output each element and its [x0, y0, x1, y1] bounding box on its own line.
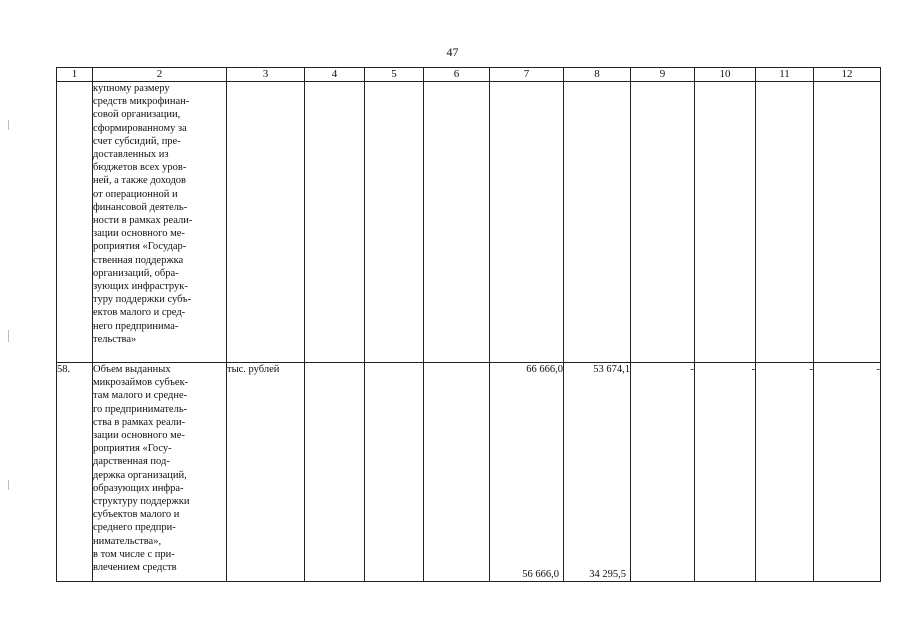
value-cell-10	[695, 82, 756, 363]
value-cell-8	[564, 363, 631, 582]
indicator-name-cell	[93, 82, 227, 363]
indicator-name-line: го предприниматель-	[93, 403, 188, 415]
indicator-name-cell	[93, 363, 227, 582]
indicator-name-line: ности в рамках реали-	[93, 215, 193, 227]
row-number-cell: 58.	[57, 363, 93, 582]
column-header: 8	[564, 68, 631, 82]
column-header: 1	[57, 68, 93, 82]
column-header: 2	[93, 68, 227, 82]
indicator-name-line: дарственная под-	[93, 456, 170, 468]
indicator-name-line: ектов малого и сред-	[93, 307, 186, 319]
scan-edge-mark	[8, 120, 9, 130]
indicator-name-line: субъектов малого и	[93, 509, 180, 521]
indicator-name-line: от операционной и	[93, 188, 178, 200]
indicator-name-line: средств микрофинан-	[93, 96, 190, 108]
value-cell-11: -	[756, 363, 814, 582]
value-cell-7	[490, 82, 564, 363]
column-header: 9	[631, 68, 695, 82]
table-row	[57, 82, 881, 363]
value-cell-9	[631, 82, 695, 363]
value-cell-8	[564, 82, 631, 363]
indicator-name-line: ней, а также доходов	[93, 175, 186, 187]
value-total: 66 666,0	[526, 364, 563, 375]
indicator-name-line: роприятия «Госу-	[93, 443, 172, 455]
indicator-name-line: влечением средств	[93, 562, 177, 574]
indicator-name-line: финансовой деятель-	[93, 201, 188, 213]
column-header: 4	[305, 68, 365, 82]
indicator-name-line: нимательства»,	[93, 535, 162, 547]
value-cell-4	[305, 82, 365, 363]
indicator-name-line: него предпринима-	[93, 320, 179, 332]
value-attracted: 56 666,0	[522, 568, 559, 580]
indicator-name-line: в том числе с при-	[93, 548, 175, 560]
value-cell-12: -	[814, 363, 881, 582]
page-number: 47	[446, 45, 459, 59]
indicator-name-line: структуру поддержки	[93, 496, 190, 508]
scan-edge-mark	[8, 480, 9, 490]
indicator-name-line: бюджетов всех уров-	[93, 162, 187, 174]
indicator-name-line: сформированному за	[93, 122, 187, 134]
unit-cell: тыс. рублей	[227, 363, 305, 582]
table-row	[57, 363, 881, 582]
value-cell-9: -	[631, 363, 695, 582]
indicator-name-line: микрозаймов субъек-	[93, 377, 189, 389]
indicator-name-line: роприятия «Государ-	[93, 241, 187, 253]
row-number-cell	[57, 82, 93, 363]
column-header: 7	[490, 68, 564, 82]
indicator-name-line: Объем выданных	[93, 364, 171, 375]
indicator-name-line: держка организаций,	[93, 469, 187, 481]
value-cell-4	[305, 363, 365, 582]
indicator-name-line: тельства»	[93, 333, 137, 345]
column-header: 5	[365, 68, 424, 82]
unit-cell	[227, 82, 305, 363]
value-cell-10: -	[695, 363, 756, 582]
column-header: 10	[695, 68, 756, 82]
indicator-name-line: зации основного ме-	[93, 430, 185, 442]
indicator-name-line: купному размеру	[93, 83, 170, 94]
value-cell-5	[365, 82, 424, 363]
indicator-name-line: среднего предпри-	[93, 522, 176, 534]
indicator-name-line: совой организации,	[93, 109, 181, 121]
indicator-name-line: образующих инфра-	[93, 482, 184, 494]
column-header: 6	[424, 68, 490, 82]
column-header: 11	[756, 68, 814, 82]
value-attracted: 34 295,5	[589, 568, 626, 580]
column-number-row	[57, 68, 881, 82]
scan-edge-mark	[8, 330, 9, 342]
value-cell-11	[756, 82, 814, 363]
indicator-name-line: там малого и средне-	[93, 390, 188, 402]
indicator-name-line: счет субсидий, пре-	[93, 135, 181, 147]
value-cell-12	[814, 82, 881, 363]
indicator-name-line: туру поддержки субъ-	[93, 294, 192, 306]
indicator-name-line: зующих инфраструк-	[93, 281, 188, 293]
value-cell-6	[424, 363, 490, 582]
value-total: 53 674,1	[593, 364, 630, 375]
value-cell-6	[424, 82, 490, 363]
indicators-table	[56, 67, 881, 582]
indicator-name-line: ства в рамках реали-	[93, 416, 186, 428]
column-header: 12	[814, 68, 881, 82]
indicator-name-line: ственная поддержка	[93, 254, 184, 266]
column-header: 3	[227, 68, 305, 82]
indicator-name-line: организаций, обра-	[93, 267, 179, 279]
value-cell-5	[365, 363, 424, 582]
indicator-name-line: зации основного ме-	[93, 228, 185, 240]
value-cell-7	[490, 363, 564, 582]
indicator-name-line: доставленных из	[93, 149, 169, 161]
